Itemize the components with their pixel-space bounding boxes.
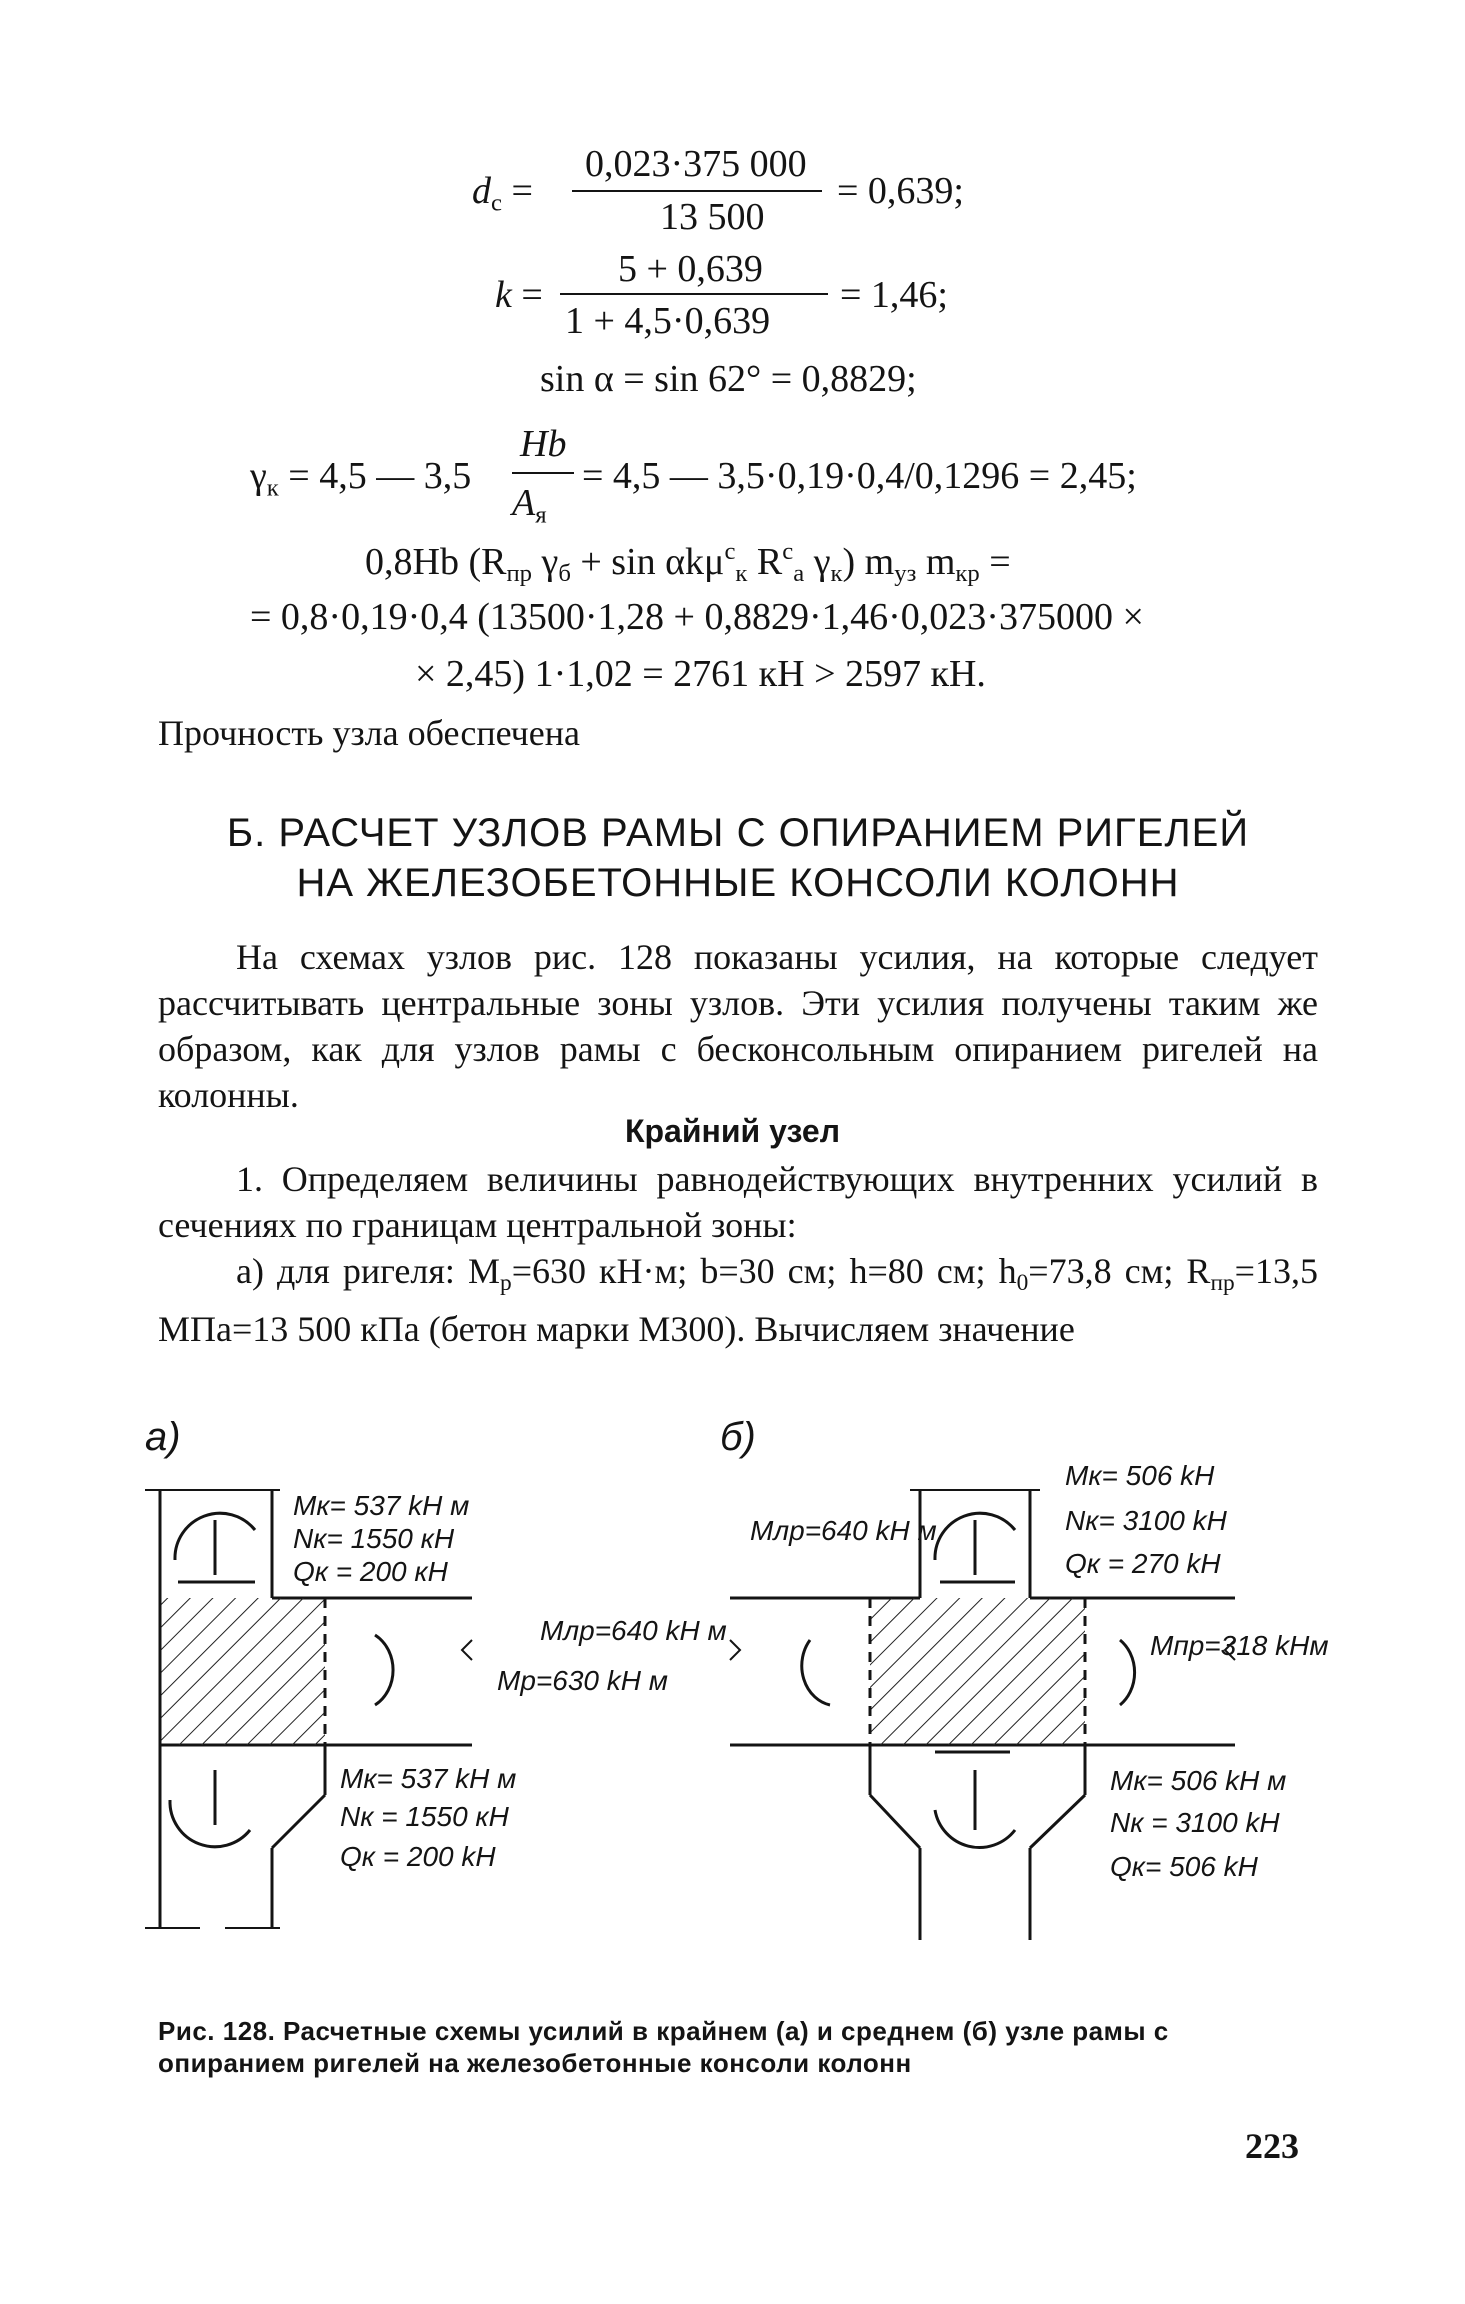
paragraph-step1a: а) для ригеля: $M_р=630$ кН·м; b=30 см; h=80 см; $h_0=73,8$ см; $R_{пр}=13,5$ МПа=13 500 кПа (бетон марки М300). Вычисляем значение <box>158 1251 1318 1350</box>
svg-text:Qк= 506 kH: Qк= 506 kH <box>1110 1851 1258 1882</box>
formula-strength-line2: = 0,8·0,19·0,4 (13500·1,28 + 0,8829·1,46·0,023·375000 × <box>250 596 1144 638</box>
subheading-edge-node: Крайний узел <box>624 1113 841 1149</box>
formula-strength-line3: × 2,45) 1·1,02 = 2761 кН > 2597 кН. <box>415 653 986 695</box>
svg-text:Mк= 537 kH м: Mк= 537 kH м <box>293 1490 470 1521</box>
svg-text:Nк = 1550 кН: Nк = 1550 кН <box>340 1801 509 1832</box>
scheme-a-labels <box>293 1490 668 1872</box>
svg-text:Mк= 537 kH м: Mк= 537 kH м <box>340 1763 517 1794</box>
label-a: а) <box>145 1415 181 1459</box>
paragraph-intro: На схемах узлов рис. 128 показаны усилия, на которые следует рассчитывать центральные зоны узлов. Эти усилия получены таким же образом, как для узлов рамы с бесконсольным опиранием ригелей на колонны. <box>158 937 1318 1115</box>
svg-text:Mк= 506 kH м: Mк= 506 kH м <box>1110 1765 1287 1796</box>
formula-sin: sin α = sin 62° = 0,8829; <box>540 358 917 400</box>
page-number: 223 <box>1245 2126 1299 2166</box>
svg-text:Mлр=640 kH м: Mлр=640 kH м <box>540 1615 727 1646</box>
section-heading: Б. РАСЧЕТ УЗЛОВ РАМЫ С ОПИРАНИЕМ РИГЕЛЕЙ НА ЖЕЛЕЗОБЕТОННЫЕ КОНСОЛИ КОЛОНН <box>226 811 1250 905</box>
formula-strength-line1: 0,8Hb ($R_{пр}$ $\gamma_б + \sin \alpha k\mu^с_к$ $R^с_а$ $\gamma_к$) $m_{уз}$ $m_{кр}$ = <box>365 538 1011 588</box>
svg-text:Nк = 3100 kH: Nк = 3100 kH <box>1110 1807 1280 1838</box>
svg-text:Mпр=318 kHм: Mпр=318 kHм <box>1150 1630 1329 1661</box>
svg-text:Qк = 270 kH: Qк = 270 kH <box>1065 1548 1221 1579</box>
svg-text:Qк = 200 кН: Qк = 200 кН <box>293 1556 448 1587</box>
figure-caption: Рис. 128. Расчетные схемы усилий в крайнем (а) и среднем (б) узле рамы с опиранием ригелей на железобетонные консоли колонн <box>158 2016 1169 2078</box>
conclusion-text: Прочность узла обеспечена <box>158 713 580 753</box>
svg-text:Nк= 1550 кН: Nк= 1550 кН <box>293 1523 455 1554</box>
label-b: б) <box>720 1415 756 1459</box>
svg-text:Nк= 3100 kH: Nк= 3100 kH <box>1065 1505 1227 1536</box>
svg-text:Mлр=640 kH м: Mлр=640 kH м <box>750 1515 937 1546</box>
svg-text:Mк= 506 kH: Mк= 506 kH <box>1065 1460 1215 1491</box>
svg-text:Mр=630 kH м: Mр=630 kH м <box>497 1665 668 1696</box>
paragraph-step1: 1. Определяем величины равнодействующих внутренних усилий в сечениях по границам центральной зоны: <box>158 1159 1318 1245</box>
svg-text:Qк = 200 kH: Qк = 200 kH <box>340 1841 496 1872</box>
